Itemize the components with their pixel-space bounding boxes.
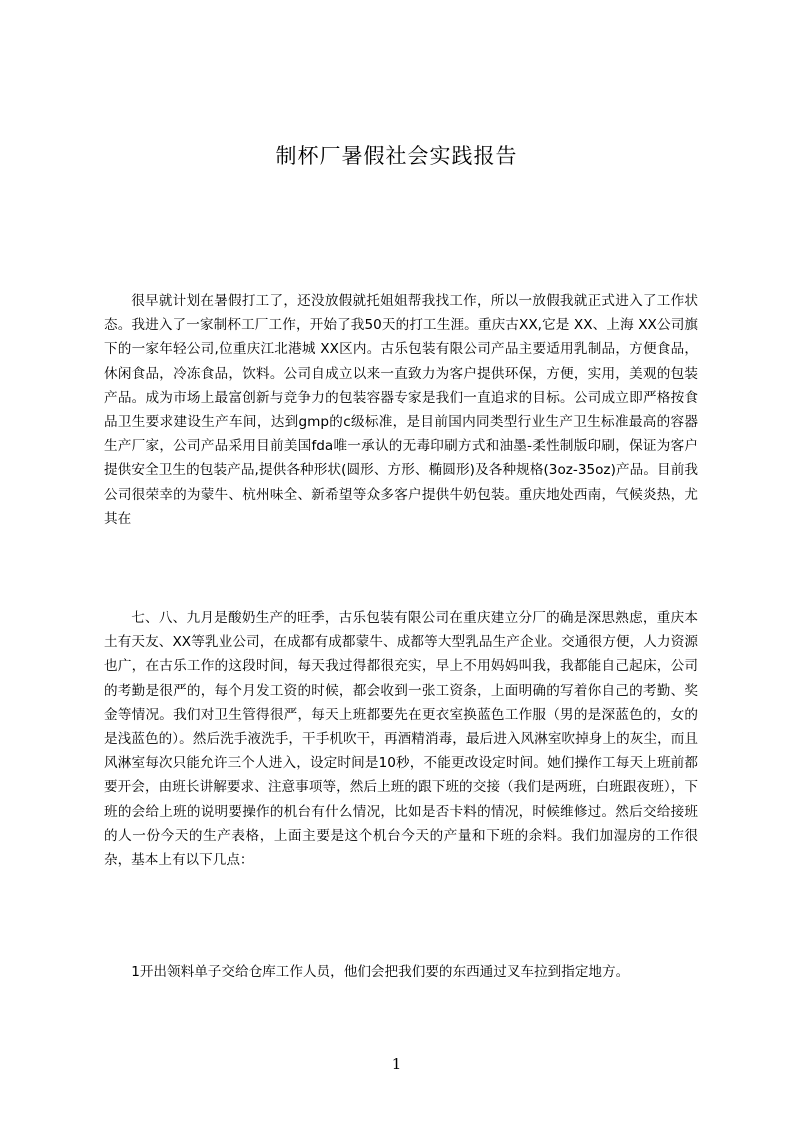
- page-number: 1: [391, 1055, 402, 1073]
- paragraph-work-experience: 七、八、九月是酸奶生产的旺季，古乐包装有限公司在重庆建立分厂的确是深思熟虑，重庆本土有天友、XX等乳业公司，在成都有成都蒙牛、成都等大型乳品生产企业。交通很方便，人力资源也广，在古乐工作的这段时间，每天我过得都很充实，早上不用妈妈叫我，我都能自己起床，公司的考勤是很严的，每个月发工资的时候，都会收到一张工资条，上面明确的写着你自己的考勤、奖金等情况。我们对卫生管得很严，每天上班都要先在更衣室换蓝色工作服（男的是深蓝色的，女的是浅蓝色的）。然后洗手液洗手，干手机吹干，再酒精消毒，最后进入风淋室吹掉身上的灰尘，而且风淋室每次只能允许三个人进入，设定时间是10秒，不能更改设定时间。她们操作工每天上班前都要开会，由班长讲解要求、注意事项等，然后上班的跟下班的交接（我们是两班，白班跟夜班），下班的会给上班的说明要操作的机台有什么情况，比如是否卡料的情况，时候维修过。然后交给接班的人一份今天的生产表格，上面主要是这个机台今天的产量和下班的余料。我们加湿房的工作很杂，基本上有以下几点：: [104, 610, 698, 869]
- document-title: 制杯厂暑假社会实践报告: [275, 144, 518, 168]
- paragraph-company-intro: 很早就计划在暑假打工了，还没放假就托姐姐帮我找工作，所以一放假我就正式进入了工作状态。我进入了一家制杯工厂工作，开始了我50天的打工生涯。重庆古XX,它是 XX、上海 XX公司旗下的一家年轻公司,位重庆江北港城 XX区内。古乐包装有限公司产品主要适用乳制品，方便食品，休闲食品，冷冻食品，饮料。公司自成立以来一直致力为客户提供环保，方便，实用，美观的包装产品。成为市场上最富创新与竞争力的包装容器专家是我们一直追求的目标。公司成立即严格按食品卫生要求建设生产车间，达到gmp的c级标准，是目前国内同类型行业生产卫生标准最高的容器生产厂家，公司产品采用目前美国fda唯一承认的无毒印刷方式和油墨-柔性制版印刷，保证为客户提供安全卫生的包装产品,提供各种形状(圆形、方形、椭圆形)及各种规格(3oz-35oz)产品。目前我公司很荣幸的为蒙牛、杭州味全、新希望等众多客户提供牛奶包装。重庆地处西南，气候炎热，尤其在: [104, 293, 698, 527]
- paragraph-task-1: 1开出领料单子交给仓库工作人员，他们会把我们要的东西通过叉车拉到指定地方。: [131, 964, 630, 980]
